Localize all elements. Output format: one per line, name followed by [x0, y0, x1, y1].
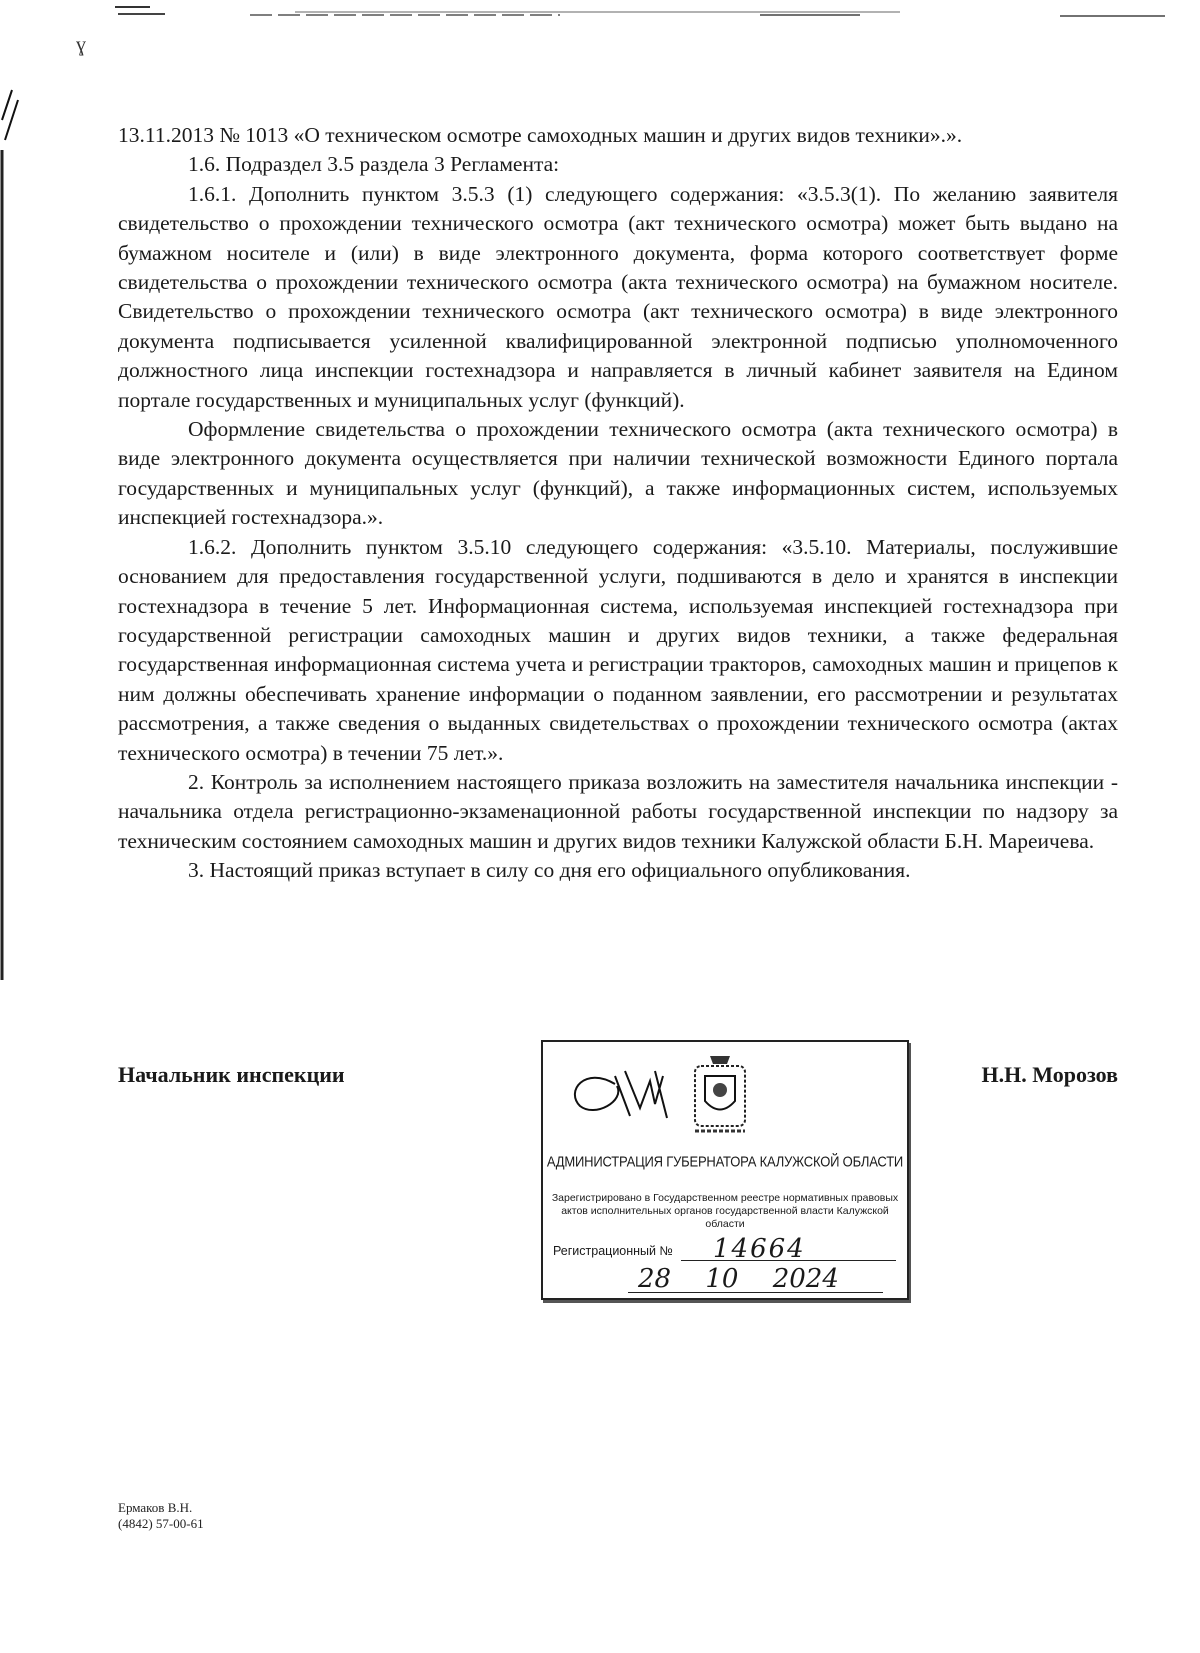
- signatory-name: Н.Н. Морозов: [981, 1062, 1118, 1087]
- scan-artifact-top: [0, 4, 1200, 18]
- stamp-registration-text: Зарегистрировано в Государственном реестре нормативных правовых актов исполнительных органов государственной власти Калужской области: [551, 1192, 899, 1230]
- stamp-date: 28 10 2024: [638, 1264, 839, 1294]
- registration-stamp: [541, 1040, 909, 1300]
- signatory-title: Начальник инспекции: [118, 1062, 345, 1087]
- paragraph: 1.6. Подраздел 3.5 раздела 3 Регламента:: [188, 152, 560, 177]
- paragraph: 2. Контроль за исполнением настоящего приказа возложить на заместителя начальника инспекции - начальника отдела регистрационно-экзаменационной работы государственной инспекции по надзору за техническим состоянием самоходных машин и других видов техники Калужской области Б.Н. Мареичева.: [118, 769, 1118, 853]
- stamp-organization: АДМИНИСТРАЦИЯ ГУБЕРНАТОРА КАЛУЖСКОЙ ОБЛАСТИ: [546, 1152, 904, 1171]
- handwritten-signature: [575, 1071, 667, 1118]
- paragraph: 3. Настоящий приказ вступает в силу со дня его официального опубликования.: [188, 858, 911, 883]
- stamp-registration-number: 14664: [713, 1234, 806, 1264]
- executor-phone: (4842) 57-00-61: [118, 1516, 204, 1531]
- corner-mark: ɣ: [76, 34, 86, 56]
- executor-name: Ермаков В.Н.: [118, 1500, 193, 1515]
- signature-and-coat-of-arms: [555, 1046, 755, 1146]
- coat-of-arms-icon: [695, 1056, 745, 1131]
- stamp-registration-label: Регистрационный №: [553, 1244, 673, 1258]
- scan-artifact-left: [0, 80, 30, 980]
- paragraph: 13.11.2013 № 1013 «О техническом осмотре самоходных машин и других видов техники».».: [118, 123, 963, 147]
- paragraph: 1.6.1. Дополнить пунктом 3.5.3 (1) следующего содержания: «3.5.3(1). По желанию заявителя свидетельство о прохождении технического осмотра (акт технического осмотра) может быть выдано на бумажном носителе и (или) в виде электронного документа, форма которого соответствует форме свидетельства о прохождении технического осмотра (акта технического осмотра) на бумажном носителе. Свидетельство о прохождении технического осмотра (акт технического осмотра) в виде электронного документа подписывается усиленной квалифицированной электронной подписью уполномоченного должностного лица инспекции гостехнадзора и направляется в личный кабинет заявителя на Едином портале государственных и муниципальных услуг (функций).: [118, 181, 1118, 412]
- paragraph: Оформление свидетельства о прохождении технического осмотра (акта технического осмотра) в виде электронного документа осуществляется при наличии технической возможности Единого портала государственных и муниципальных услуг (функций), а также информационных систем, используемых инспекцией гостехнадзора.».: [118, 417, 1118, 530]
- executor-info: [118, 1500, 204, 1532]
- paragraph: 1.6.2. Дополнить пунктом 3.5.10 следующего содержания: «3.5.10. Материалы, послужившие основанием для предоставления государственной услуги, подшиваются в дело и хранятся в инспекции гостехнадзора в течение 5 лет. Информационная система, используемая инспекцией гостехнадзора при государственной регистрации самоходных машин и других видов техники, а также федеральная государственная информационная система учета и регистрации тракторов, самоходных машин и прицепов к ним должны обеспечивать хранение информации о поданном заявлении, его рассмотрении и результатах рассмотрения, а также сведения о выданных свидетельствах о прохождении технического осмотра (актах технического осмотра) в течении 75 лет.».: [118, 534, 1118, 765]
- document-body: [118, 121, 1118, 886]
